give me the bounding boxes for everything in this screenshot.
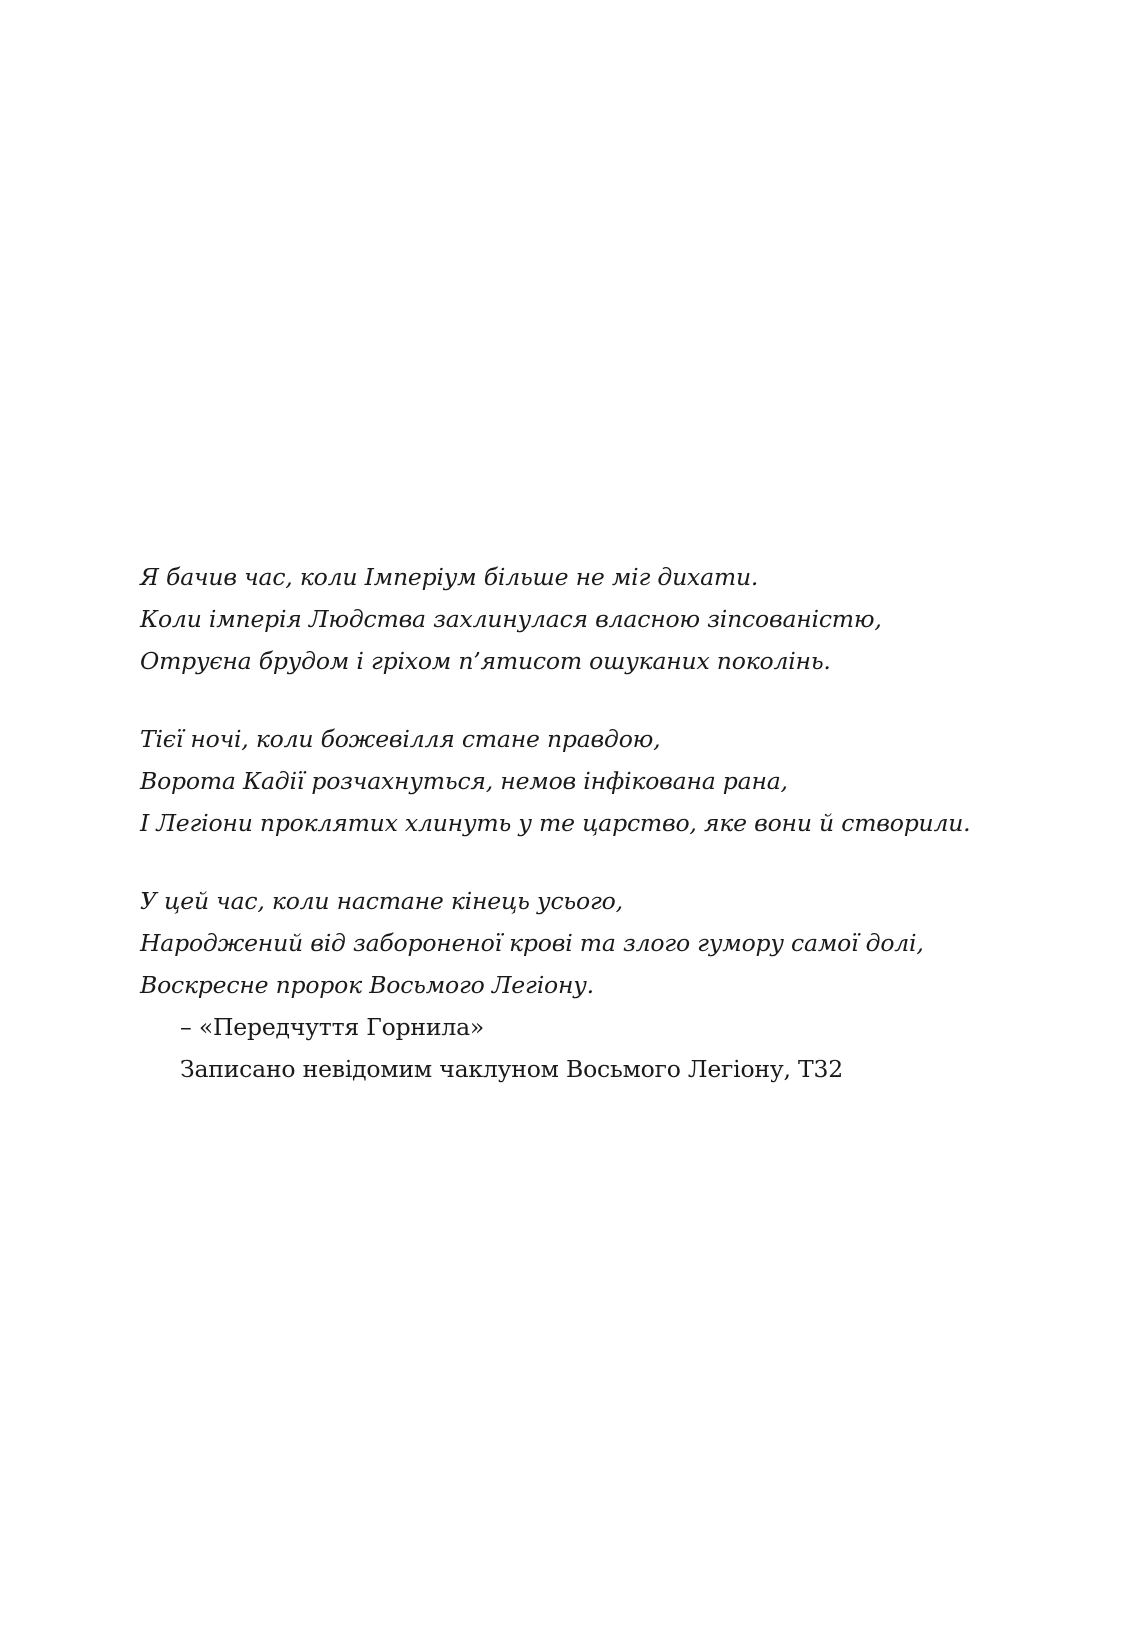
verse-line: Воскресне пророк Восьмого Легіону. bbox=[140, 971, 594, 999]
verse-line: Я бачив час, коли Імперіум більше не міг дихати. bbox=[140, 563, 759, 591]
stanza-2 bbox=[140, 718, 1040, 844]
attribution-source: – «Передчуття Горнила» bbox=[180, 1013, 485, 1041]
verse-line: Коли імперія Людства захлинулася власною зіпсованістю, bbox=[140, 605, 882, 633]
attribution-author: Записано невідомим чаклуном Восьмого Легіону, Т32 bbox=[180, 1055, 844, 1083]
verse-line: Тієї ночі, коли божевілля стане правдою, bbox=[140, 725, 661, 753]
verse-line: У цей час, коли настане кінець усього, bbox=[140, 887, 623, 915]
epigraph bbox=[140, 556, 1040, 1090]
verse-line: І Легіони проклятих хлинуть у те царство, яке вони й створили. bbox=[140, 809, 971, 837]
verse-line: Народжений від забороненої крові та злого гумору самої долі, bbox=[140, 929, 924, 957]
attribution bbox=[180, 1006, 1040, 1090]
stanza-3 bbox=[140, 880, 1040, 1006]
stanza-1 bbox=[140, 556, 1040, 682]
verse-line: Отруєна брудом і гріхом п’ятисот ошуканих поколінь. bbox=[140, 647, 831, 675]
verse-line: Ворота Кадії розчахнуться, немов інфікована рана, bbox=[140, 767, 788, 795]
